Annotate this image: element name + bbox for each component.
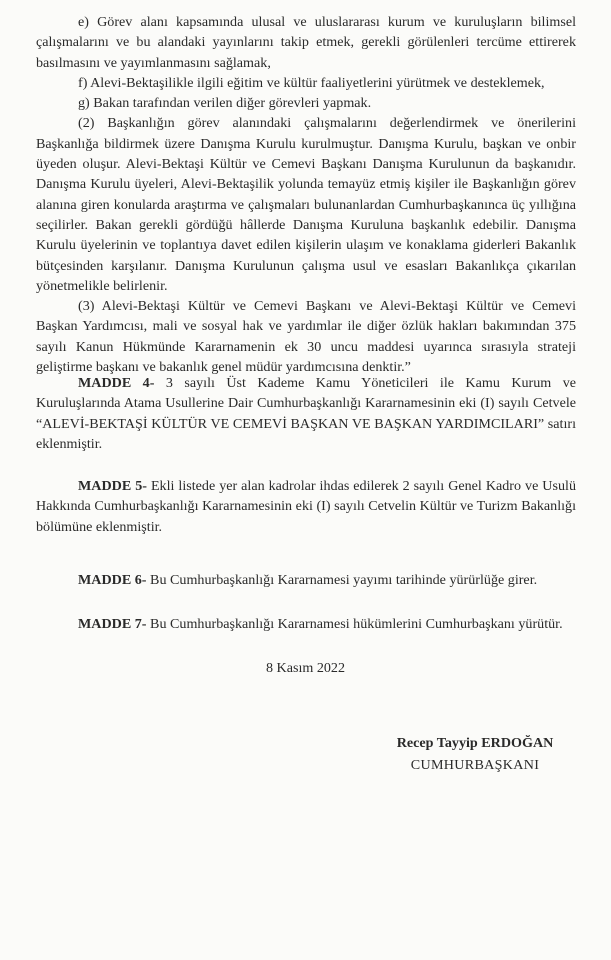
madde-6-text: Bu Cumhurbaşkanlığı Kararnamesi yayımı tarihinde yürürlüğe girer.: [146, 572, 538, 588]
madde-4: [36, 373, 576, 454]
signatory-name: Recep Tayyip ERDOĞAN: [396, 735, 554, 751]
madde-6-label: MADDE 6-: [78, 572, 147, 588]
clause-f: f) Alevi-Bektaşilikle ilgili eğitim ve kültür faaliyetlerini yürütmek ve desteklemek,: [78, 74, 545, 91]
madde-5: [36, 476, 576, 537]
paragraph-3: (3) Alevi-Bektaşi Kültür ve Cemevi Başkanı ve Alevi-Bektaşi Kültür ve Cemevi Başkan Yardımcısı, mali ve sosyal hak ve yardımlar ile diğer özlük hakları bakımından 375 sayılı Kanun Hükmünde Kararnamenin ek 30 uncu maddesi uyarınca sırasıyla strateji geliştirme başkanı ve bakanlık genel müdür yardımcısına denktir.”: [36, 298, 576, 376]
signature-block: [360, 732, 590, 776]
madde-7: [36, 614, 576, 634]
clause-e: e) Görev alanı kapsamında ulusal ve uluslararası kurum ve kuruluşların bilimsel çalışmalarını ve bu alandaki yayınlarını takip etmek, gerekli görülenleri tercüme ettirerek basılmasını ve yayımlanmasını sağlamak,: [36, 14, 576, 71]
article-continuation: [36, 12, 576, 377]
madde-7-text: Bu Cumhurbaşkanlığı Kararnamesi hükümlerini Cumhurbaşkanı yürütür.: [146, 616, 563, 632]
madde-5-label: MADDE 5-: [78, 478, 147, 494]
paragraph-2: (2) Başkanlığın görev alanındaki çalışmalarını değerlendirmek ve önerilerini Başkanlığa bildirmek üzere Danışma Kurulu kurulmuştur. Danışma Kurulu, başkan ve onbir üyeden oluşur. Alevi-Bektaşi Kültür ve Cemevi Başkanı Danışma Kurulunun da başkanıdır. Danışma Kurulu üyeleri, Alevi-Bektaşilik yolunda temayüz etmiş kişiler ile Başkanlığın görev alanına giren konularda araştırma ve çalışmaları bulunanlardan Cumhurbaşkanınca üç yıllığına seçilirler. Bakan gerekli gördüğü hâllerde Danışma Kuruluna başkanlık edebilir. Danışma Kurulu üyelerinin ve toplantıya davet edilen kişilerin ulaşım ve konaklama giderleri Bakanlık bütçesinden karşılanır. Danışma Kurulunun çalışma usul ve esasları Bakanlıkça çıkarılan yönetmelikle belirlenir.: [36, 115, 576, 294]
madde-4-text: 3 sayılı Üst Kademe Kamu Yöneticileri ile Kamu Kurum ve Kuruluşlarında Atama Usullerine Dair Cumhurbaşkanlığı Kararnamesinin eki (I) sayılı Cetvele “ALEVİ-BEKTAŞİ KÜLTÜR VE CEMEVİ BAŞKAN VE BAŞKAN YARDIMCILARI” satırı eklenmiştir.: [36, 375, 576, 452]
madde-5-text: Ekli listede yer alan kadrolar ihdas edilerek 2 sayılı Genel Kadro ve Usulü Hakkında Cumhurbaşkanlığı Kararnamesinin eki (I) sayılı Cetvelin Kültür ve Turizm Bakanlığı bölümüne eklenmiştir.: [36, 478, 576, 535]
clause-g: g) Bakan tarafından verilen diğer görevleri yapmak.: [78, 95, 372, 112]
madde-4-label: MADDE 4-: [78, 375, 155, 391]
madde-6: [36, 570, 576, 590]
madde-7-label: MADDE 7-: [78, 616, 147, 632]
signatory-title: CUMHURBAŞKANI: [410, 757, 540, 773]
document-date: 8 Kasım 2022: [265, 660, 346, 676]
